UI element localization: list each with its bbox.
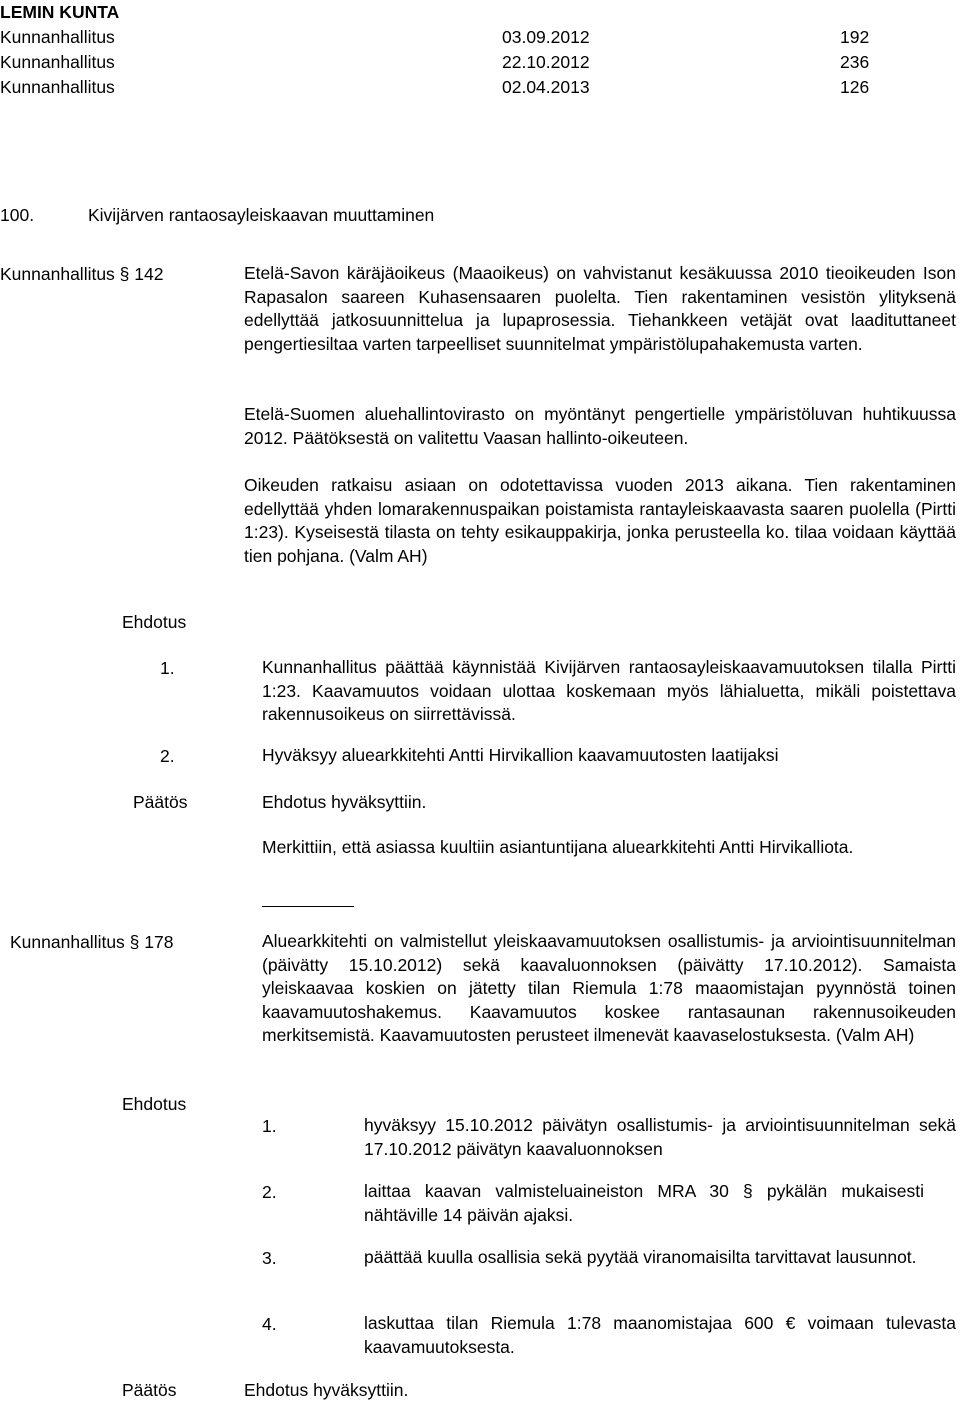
header-date-1: 03.09.2012 — [502, 27, 590, 47]
section-heading — [0, 203, 434, 227]
paragraph-142-1: Etelä-Savon käräjäoikeus (Maaoikeus) on vahvistanut kesäkuussa 2010 tieoikeuden Ison Rapasalon saareen Kuhasensaaren puolelta. Tien rakentaminen vesistön ylityksenä edellyttää jatkosuunnittelua ja lupaprosessia. Tiehankkeen vetäjät ovat laadituttaneet pengertiesiltaa varten tarpeelliset suunnitelmat ympäristölupahakemusta varten. — [244, 263, 956, 354]
item-number-142-2: 2. — [160, 746, 175, 766]
decision-label-178: Päätös — [122, 1380, 177, 1400]
paragraph-142-2: Etelä-Suomen aluehallintovirasto on myöntänyt pengertielle ympäristöluvan huhtikuussa 2012. Päätöksestä on valitettu Vaasan hallinto-oikeuteen. — [244, 404, 956, 448]
header-number-2: 236 — [840, 52, 870, 72]
header-number-1: 192 — [840, 27, 870, 47]
paragraph-178-1: Aluearkkitehti on valmistellut yleiskaavamuutoksen osallistumis- ja arviointisuunnitelman (päivätty 15.10.2012) sekä kaavaluonnoksen (päivätty 17.10.2012). Samaista yleiskaavaa koskien on jätetty tilan Riemula 1:78 maaomistajan pyynnöstä toinen kaavamuutoshakemus. Kaavamuutos koskee rantasaunan rakennusoikeuden merkitsemistä. Kaavamuutosten perusteet ilmenevät kaavaselostuksesta. (Valm AH) — [262, 931, 956, 1046]
header-body-2: Kunnanhallitus — [0, 52, 115, 72]
item-text-142-1: Kunnanhallitus päättää käynnistää Kivijärven rantaosayleiskaavamuutoksen tilalla Pirtti 1:23. Kaavamuutos voidaan ulottaa koskemaan myös lähialuetta, mikäli poistettava rakennusoikeus on siirrettävissä. — [262, 657, 956, 725]
item-text-178-2: laittaa kaavan valmisteluaineiston MRA 30 § pykälän mukaisesti nähtäville 14 päivän ajaksi. — [364, 1181, 924, 1225]
item-number-178-3: 3. — [262, 1248, 277, 1268]
paragraph-142-3: Oikeuden ratkaisu asiaan on odotettavissa vuoden 2013 aikana. Tien rakentaminen edellyttää yhden lomarakennuspaikan poistamista rantayleiskaavasta saaren puolella (Pirtti 1:23). Kyseisestä tilasta on tehty esikauppakirja, jonka perusteella ko. tilaa voidaan käyttää tien pohjana. (Valm AH) — [244, 475, 956, 566]
meeting-label-142: Kunnanhallitus § 142 — [0, 264, 164, 284]
meeting-label-178: Kunnanhallitus § 178 — [10, 932, 174, 952]
decision-text-178: Ehdotus hyväksyttiin. — [244, 1380, 409, 1400]
header-body-3: Kunnanhallitus — [0, 77, 115, 97]
proposal-label-142: Ehdotus — [122, 612, 187, 632]
item-number-178-1: 1. — [262, 1116, 277, 1136]
decision-label-142: Päätös — [133, 792, 188, 812]
separator-line — [262, 906, 354, 907]
item-number-178-2: 2. — [262, 1182, 277, 1202]
proposal-label-178: Ehdotus — [122, 1094, 187, 1114]
note-142: Merkittiin, että asiassa kuultiin asiantuntijana aluearkkitehti Antti Hirvikalliota. — [262, 837, 854, 857]
header-date-3: 02.04.2013 — [502, 77, 590, 97]
organization-name: LEMIN KUNTA — [0, 2, 120, 22]
header-number-3: 126 — [840, 77, 870, 97]
decision-text-142: Ehdotus hyväksyttiin. — [262, 792, 427, 812]
item-number-178-4: 4. — [262, 1314, 277, 1334]
item-number-142-1: 1. — [160, 658, 175, 678]
section-title: Kivijärven rantaosayleiskaavan muuttaminen — [88, 205, 435, 225]
item-text-178-4: laskuttaa tilan Riemula 1:78 maanomistajaa 600 € voimaan tulevasta kaavamuutoksesta. — [364, 1313, 956, 1357]
header-body-1: Kunnanhallitus — [0, 27, 115, 47]
header-date-2: 22.10.2012 — [502, 52, 590, 72]
section-number: 100. — [0, 205, 35, 225]
item-text-142-2: Hyväksyy aluearkkitehti Antti Hirvikallion kaavamuutosten laatijaksi — [262, 745, 779, 765]
item-text-178-3: päättää kuulla osallisia sekä pyytää viranomaisilta tarvittavat lausunnot. — [364, 1247, 917, 1267]
item-text-178-1: hyväksyy 15.10.2012 päivätyn osallistumis- ja arviointisuunnitelman sekä 17.10.2012 päivätyn kaavaluonnoksen — [364, 1115, 956, 1159]
